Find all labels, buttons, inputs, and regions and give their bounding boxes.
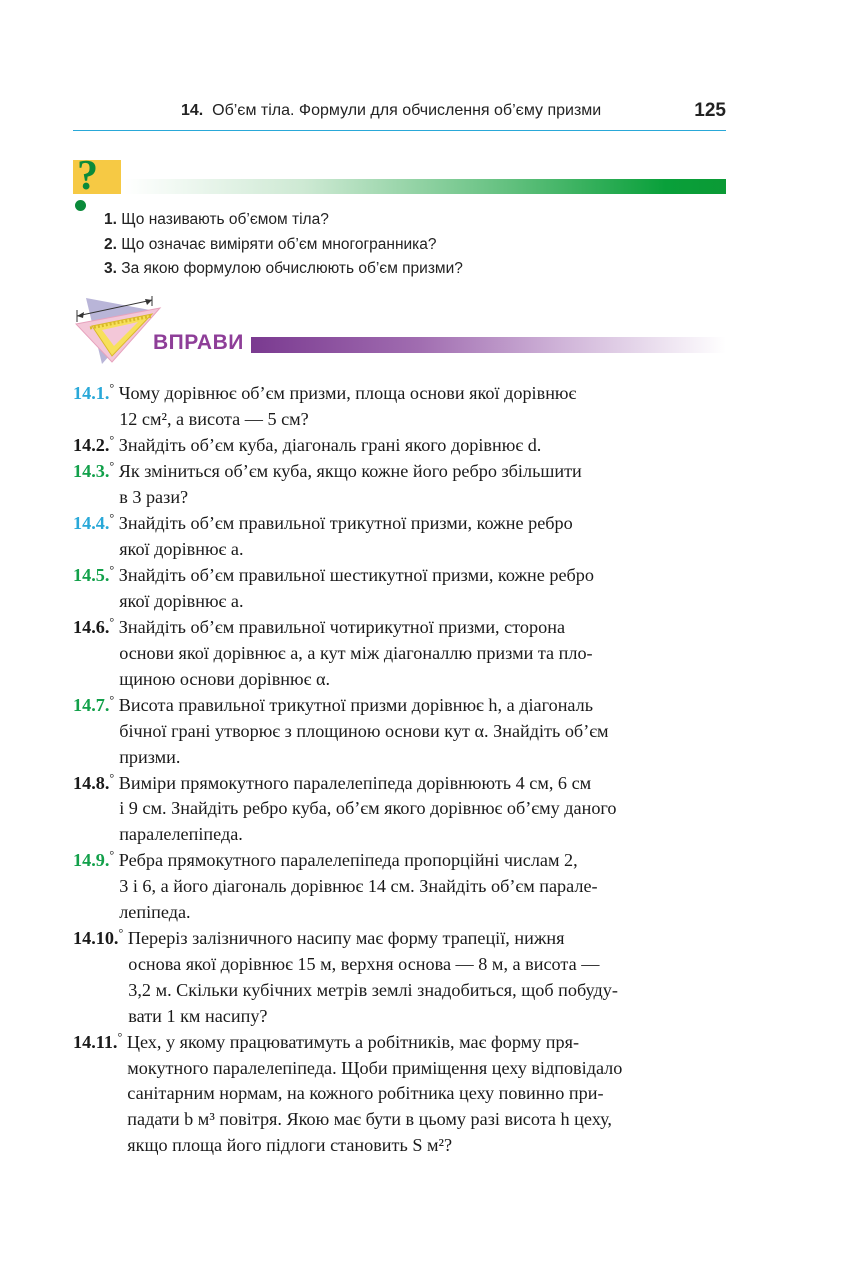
exercise-number: 14.2. xyxy=(73,434,110,455)
exercise-line: Цех, у якому працюватимуть a робітників, має форму пря- xyxy=(126,1031,580,1052)
exercise-line: якої дорівнює a. xyxy=(119,590,244,611)
exercise-line: основи якої дорівнює a, а кут між діагоналлю призми та пло- xyxy=(119,642,593,663)
exercise-line: бічної грані утворює з площиною основи кут α. Знайдіть об’єм xyxy=(119,720,609,741)
exercise-list xyxy=(73,381,726,1159)
exercise-number: 14.3. xyxy=(73,461,110,482)
exercise-number: 14.8. xyxy=(73,772,110,793)
page-header xyxy=(73,98,726,131)
exercise-item: 14.9.° Ребра прямокутного паралелепіпеда пропорційні числам 2, 3 і 6, а його діагональ дорівнює 14 см. Знайдіть об’єм парале- лепіпеда. xyxy=(73,848,726,925)
exercise-line: в 3 рази? xyxy=(119,486,189,507)
question-item xyxy=(104,233,463,258)
exercise-line: Як зміниться об’єм куба, якщо кожне його ребро збільшити xyxy=(118,461,582,482)
question-item xyxy=(104,257,463,282)
exercise-line: Знайдіть об’єм куба, діагональ грані якого дорівнює d. xyxy=(118,434,542,455)
question-text: Що означає виміряти об’єм многогранника? xyxy=(121,235,437,253)
question-text: Що називають об’ємом тіла? xyxy=(121,211,329,228)
exercises-divider xyxy=(251,337,726,353)
exercise-line: падати b м³ повітря. Якою має бути в цьому разі висота h цеху, xyxy=(127,1109,612,1130)
exercise-item: 14.6.° Знайдіть об’єм правильної чотирикутної призми, сторона основи якої дорівнює a, а кут між діагоналлю призми та пло- щиною основи дорівнює α. xyxy=(73,615,726,692)
page-number: 125 xyxy=(694,100,726,121)
question-item xyxy=(104,208,463,233)
question-dot-icon xyxy=(75,200,86,211)
question-mark-icon: ? xyxy=(73,160,121,194)
exercise-item: 14.3.° Як зміниться об’єм куба, якщо кожне його ребро збільшити в 3 рази? xyxy=(73,459,726,511)
exercise-line: вати 1 км насипу? xyxy=(128,1005,268,1026)
exercise-item: 14.8.° Виміри прямокутного паралелепіпеда дорівнюють 4 см, 6 см і 9 см. Знайдіть ребро куба, об’єм якого дорівнює об’єму даного паралелепіпеда. xyxy=(73,771,726,848)
exercise-line: 3 і 6, а його діагональ дорівнює 14 см. Знайдіть об’єм парале- xyxy=(119,876,598,897)
question-text: За якою формулою обчислюють об’єм призми? xyxy=(121,260,463,277)
exercise-line: призми. xyxy=(119,746,181,767)
exercise-line: якщо площа його підлоги становить S м²? xyxy=(127,1135,453,1156)
review-questions xyxy=(104,208,463,282)
exercise-line: Ребра прямокутного паралелепіпеда пропорційні числам 2, xyxy=(118,850,578,871)
exercise-line: Висота правильної трикутної призми дорівнює h, а діагональ xyxy=(118,694,594,715)
question-number: 1. xyxy=(104,211,117,228)
exercise-item: 14.1.° Чому дорівнює об’єм призми, площа основи якої дорівнює 12 см², а висота — 5 см? xyxy=(73,381,726,433)
exercise-line: лепіпеда. xyxy=(119,902,191,923)
exercise-number: 14.1. xyxy=(73,383,110,403)
exercise-number: 14.11. xyxy=(73,1031,118,1052)
exercise-number: 14.6. xyxy=(73,617,110,638)
exercise-line: основа якої дорівнює 15 м, верхня основа — 8 м, а висота — xyxy=(128,954,600,975)
question-number: 3. xyxy=(104,260,117,277)
exercise-number: 14.4. xyxy=(73,513,110,534)
exercise-line: Переріз залізничного насипу має форму трапеції, нижня xyxy=(127,928,565,949)
exercise-line: Знайдіть об’єм правильної трикутної призми, кожне ребро xyxy=(118,513,573,534)
exercise-line: Знайдіть об’єм правильної шестикутної призми, кожне ребро xyxy=(118,565,594,586)
exercise-item: 14.5.° Знайдіть об’єм правильної шестикутної призми, кожне ребро якої дорівнює a. xyxy=(73,563,726,615)
exercise-item: 14.4.° Знайдіть об’єм правильної трикутної призми, кожне ребро якої дорівнює a. xyxy=(73,511,726,563)
exercise-line: Виміри прямокутного паралелепіпеда дорівнюють 4 см, 6 см xyxy=(118,772,592,793)
exercise-item: 14.10.° Переріз залізничного насипу має форму трапеції, нижня основа якої дорівнює 15 м, верхня основа — 8 м, а висота — 3,2 м. Скільки кубічних метрів землі знадобиться, щоб побуду- вати 1 км насипу? xyxy=(73,926,726,1029)
exercise-number: 14.5. xyxy=(73,565,110,586)
exercise-item: 14.11.° Цех, у якому працюватимуть a робітників, має форму пря- мокутного паралелепіпеда. Щоби приміщення цеху відповідало санітарним нормам, на кожного робітника цеху повинно при- падати b м³ повітря. Якою має бути в цьому разі висота h цеху, якщо площа його підлоги становить S м²? xyxy=(73,1030,726,1159)
exercise-item: 14.2.° Знайдіть об’єм куба, діагональ грані якого дорівнює d. xyxy=(73,432,542,455)
questions-divider xyxy=(124,179,726,194)
exercise-line: і 9 см. Знайдіть ребро куба, об’єм якого дорівнює об’єму даного xyxy=(119,798,617,819)
exercise-line: паралелепіпеда. xyxy=(119,824,243,845)
question-number: 2. xyxy=(104,235,117,253)
exercise-line: щиною основи дорівнює α. xyxy=(119,668,331,689)
exercise-line: мокутного паралелепіпеда. Щоби приміщення цеху відповідало xyxy=(127,1057,623,1078)
exercises-heading: ВПРАВИ xyxy=(153,331,244,354)
exercise-number: 14.9. xyxy=(73,850,110,871)
exercise-line: 3,2 м. Скільки кубічних метрів землі знадобиться, щоб побуду- xyxy=(128,979,618,1000)
exercise-line: Знайдіть об’єм правильної чотирикутної призми, сторона xyxy=(118,617,566,638)
running-title xyxy=(181,102,601,120)
exercise-line: якої дорівнює a. xyxy=(119,538,244,559)
section-number: 14. xyxy=(181,102,204,119)
exercise-item: 14.7.° Висота правильної трикутної призми дорівнює h, а діагональ бічної грані утворює з площиною основи кут α. Знайдіть об’єм призми. xyxy=(73,693,726,770)
exercise-line: Чому дорівнює об’єм призми, площа основи якої дорівнює xyxy=(118,383,577,403)
exercise-line: санітарним нормам, на кожного робітника цеху повинно при- xyxy=(127,1083,604,1104)
exercise-number: 14.10. xyxy=(73,928,119,949)
exercise-number: 14.7. xyxy=(73,694,110,715)
exercise-line: 12 см², а висота — 5 см? xyxy=(119,408,309,429)
section-title: Об’єм тіла. Формули для обчислення об’єму призми xyxy=(212,102,602,119)
